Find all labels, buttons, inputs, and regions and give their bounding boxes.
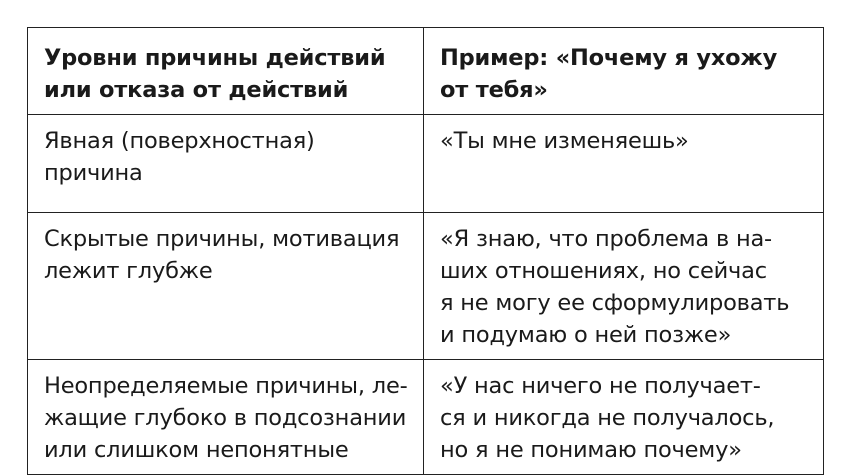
table-row [28,360,824,475]
header-example: Пример: «Почему я ухожу от тебя» [424,28,824,115]
table-row [28,115,824,213]
cell-example-explicit: «Ты мне изменяешь» [424,115,824,213]
cell-level-explicit: Явная (поверхностная) причина [28,115,424,213]
cell-example-undefined: «У нас ничего не получает- ся и никогда не получалось, но я не понимаю почему» [424,360,824,475]
cell-level-undefined: Неопределяемые причины, ле- жащие глубоко в подсознании или слишком непонятные [28,360,424,475]
cell-level-hidden: Скрытые причины, мотивация лежит глубже [28,213,424,360]
comparison-table-wrapper [27,27,823,463]
comparison-table [27,27,824,475]
table-header-row [28,28,824,115]
table-row [28,213,824,360]
cell-example-hidden: «Я знаю, что проблема в на- ших отношениях, но сейчас я не могу ее сформулировать и подумаю о ней позже» [424,213,824,360]
header-cause-levels: Уровни причины действий или отказа от действий [28,28,424,115]
